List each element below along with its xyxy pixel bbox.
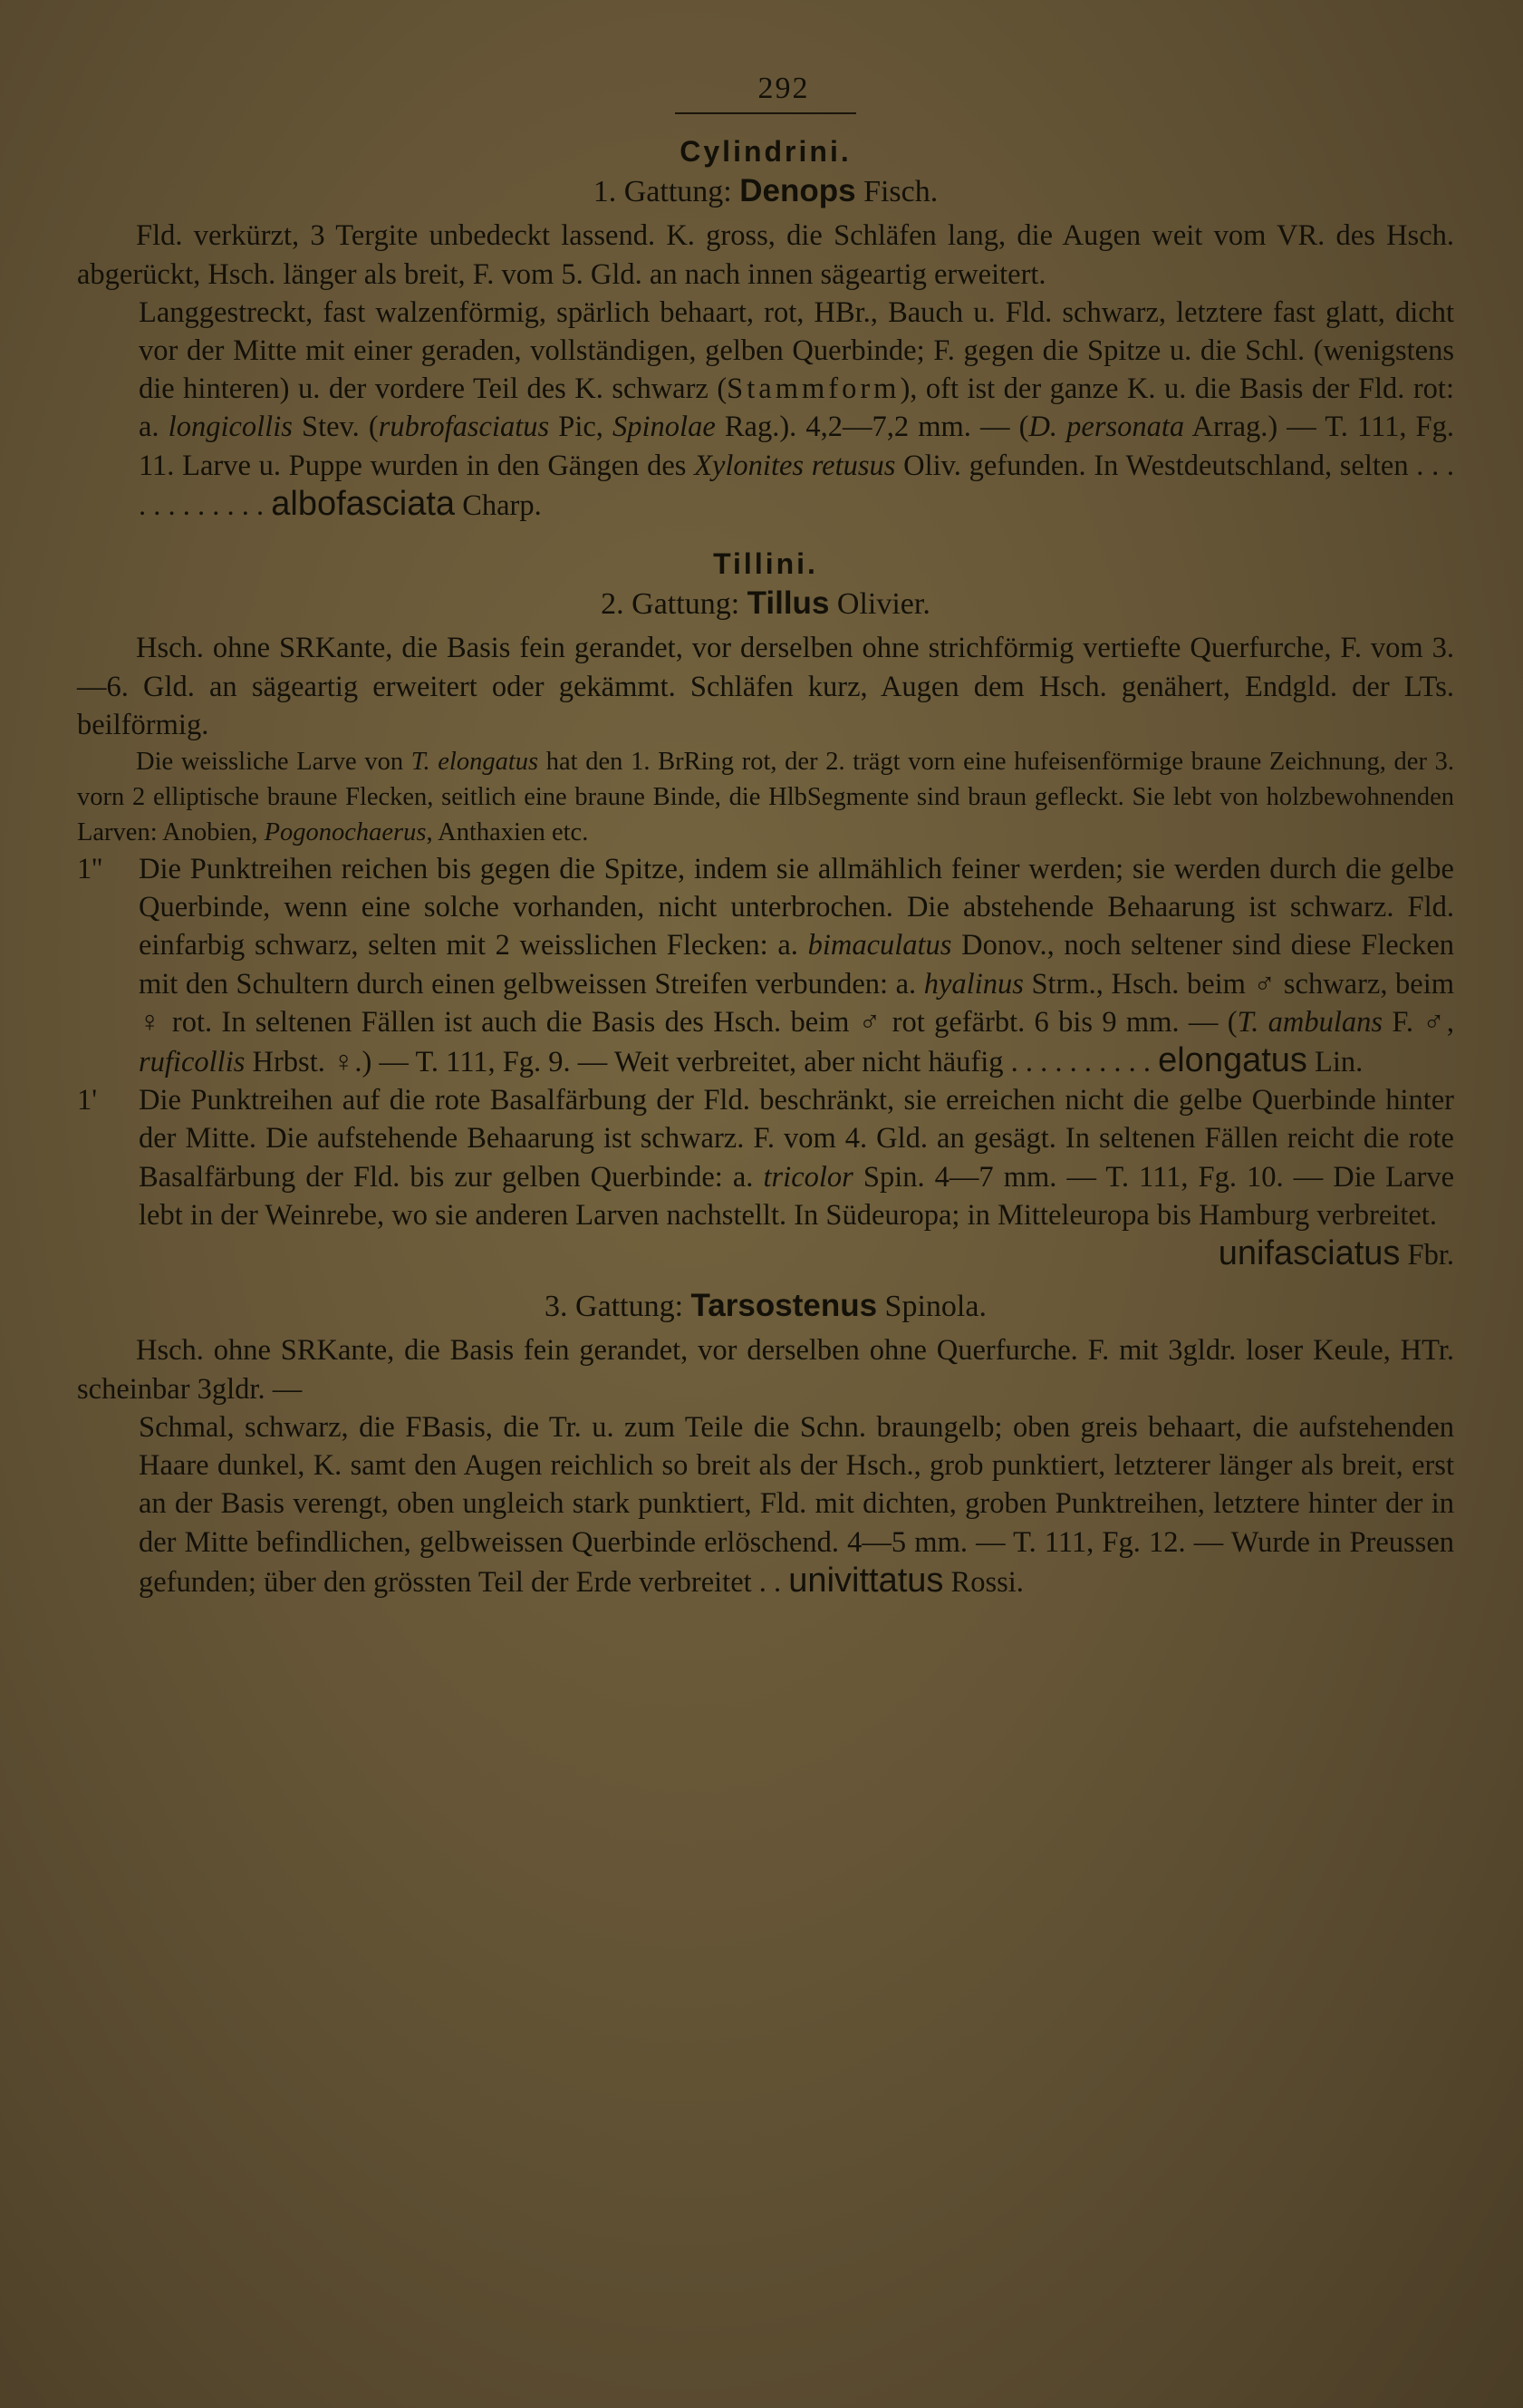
- species-name: unifasciatus: [1218, 1234, 1401, 1273]
- genus-heading-tillus: [77, 585, 1454, 624]
- genus-heading-denops: [77, 172, 1454, 211]
- genus-heading-tarsostenus: [77, 1287, 1454, 1326]
- key-text: Die Punktreihen reichen bis gegen die Spitze, indem sie allmählich feiner werden; sie werden durch die gelbe Querbinde, wenn eine solche vorhanden, nicht unterbrochen. Die abstehende Behaarung ist schwarz. Fld. einfarbig schwarz, selten mit 2 weisslichen Flecken: a. bimaculatus Donov., noch seltener sind diese Flecken mit den Schultern durch einen gelbweissen Streifen verbunden: a. hyalinus Strm., Hsch. beim ♂ schwarz, beim ♀ rot. In seltenen Fällen ist auch die Basis des Hsch. beim ♂ rot gefärbt. 6 bis 9 mm. — (T. ambulans F. ♂, ruficollis Hrbst. ♀.) — T. 111, Fg. 9. — Weit verbreitet, aber nicht häufig . . . . . . . . . . elongatus Lin.: [139, 853, 1455, 1080]
- tribe-heading-cylindrini: Cylindrini.: [680, 135, 852, 168]
- species-text: Langgestreckt, fast walzenförmig, spärlich behaart, rot, HBr., Bauch u. Fld. schwarz, letztere fast glatt, dicht vor der Mitte mit einer geraden, vollständigen, gelben Querbinde; F. gegen die Spitze u. die Schl. (wenigstens die hinteren) u. der vordere Teil des K. schwarz (Stammform), oft ist der ganze K. u. die Basis der Fld. rot: a. longicollis Stev. (rubrofasciatus Pic, Spinolae Rag.). 4,2—7,2 mm. — (D. personata Arrag.) — T. 111, Fg. 11. Larve u. Puppe wurden in den Gängen des Xylonites retusus Oliv. gefunden. In Westdeutschland, selten . . . . . . . . . . . . albofasciata Charp.: [139, 295, 1455, 523]
- species-name: univittatus: [788, 1561, 944, 1600]
- genus-name: Denops: [739, 173, 856, 209]
- genus-number: 1. Gattung:: [593, 175, 732, 209]
- species-line: unifasciatus Fbr.: [1218, 1234, 1454, 1273]
- genus-author: Olivier.: [836, 587, 930, 622]
- page-number: 292: [675, 71, 856, 114]
- genus-name: Tillus: [747, 585, 830, 622]
- key-text: Die Punktreihen auf die rote Basalfärbung der Fld. beschränkt, sie erreichen nicht die gelbe Querbinde hinter der Mitte. Die aufstehende Behaarung ist schwarz. F. vom 4. Gld. an gesägt. In seltenen Fällen reicht die rote Basalfärbung der Fld. bis zur gelben Querbinde: a. tricolor Spin. 4—7 mm. — T. 111, Fg. 10. — Die Larve lebt in der Weinrebe, wo sie anderen Larven nachstellt. In Südeuropa; in Mitteleuropa bis Hamburg verbreitet.: [139, 1084, 1455, 1232]
- species-description: [77, 1408, 1454, 1601]
- key-entry-2: [77, 1081, 1454, 1274]
- species-name: elongatus: [1158, 1041, 1307, 1080]
- genus-name: Tarsostenus: [690, 1288, 878, 1324]
- tribe-heading-tillini: Tillini.: [713, 547, 818, 581]
- larva-note: Die weissliche Larve von T. elongatus hat den 1. BrRing rot, der 2. trägt vorn eine hufeisenförmige braune Zeichnung, der 3. vorn 2 elliptische braune Flecken, seitlich eine braune Binde, die HlbSegmente sind braun gefleckt. Sie lebt von holzbewohnenden Larven: Anobien, Pogonochaerus, Anthaxien etc.: [77, 748, 1454, 847]
- key-entry-1: [77, 850, 1454, 1081]
- key-marker: 1': [77, 1084, 98, 1117]
- page-text: [77, 71, 1454, 1601]
- species-description: [77, 294, 1454, 525]
- species-name: albofasciata: [271, 484, 456, 523]
- genus-diagnosis: Hsch. ohne SRKante, die Basis fein gerandet, vor derselben ohne Querfurche. F. mit 3gldr. loser Keule, HTr. scheinbar 3gldr. —: [77, 1334, 1454, 1406]
- species-text: Schmal, schwarz, die FBasis, die Tr. u. zum Teile die Schn. braungelb; oben greis behaart, die aufstehenden Haare dunkel, K. samt den Augen reichlich so breit als der Hsch., grob punktiert, letzterer länger als breit, erst an der Basis verengt, oben ungleich stark punktiert, Fld. mit dichten, groben Punktreihen, letztere hinter der in der Mitte befindlichen, gelbweissen Querbinde erlöschend. 4—5 mm. — T. 111, Fg. 12. — Wurde in Preussen gefunden; über den grössten Teil der Erde verbreitet . . univittatus Rossi.: [139, 1410, 1454, 1600]
- genus-author: Spinola.: [884, 1290, 987, 1324]
- genus-number: 3. Gattung:: [545, 1290, 684, 1324]
- key-marker: 1'': [77, 853, 102, 886]
- genus-diagnosis: Fld. verkürzt, 3 Tergite unbedeckt lassend. K. gross, die Schläfen lang, die Augen weit vom VR. des Hsch. abgerückt, Hsch. länger als breit, F. vom 5. Gld. an nach innen sägeartig erweitert.: [77, 219, 1454, 291]
- genus-author: Fisch.: [863, 175, 939, 209]
- genus-diagnosis: Hsch. ohne SRKante, die Basis fein gerandet, vor derselben ohne strichförmig vertiefte Querfurche, F. vom 3.—6. Gld. an sägeartig erweitert oder gekämmt. Schläfen kurz, Augen dem Hsch. genähert, Endgld. der LTs. beilförmig.: [77, 632, 1454, 741]
- genus-number: 2. Gattung:: [601, 587, 740, 622]
